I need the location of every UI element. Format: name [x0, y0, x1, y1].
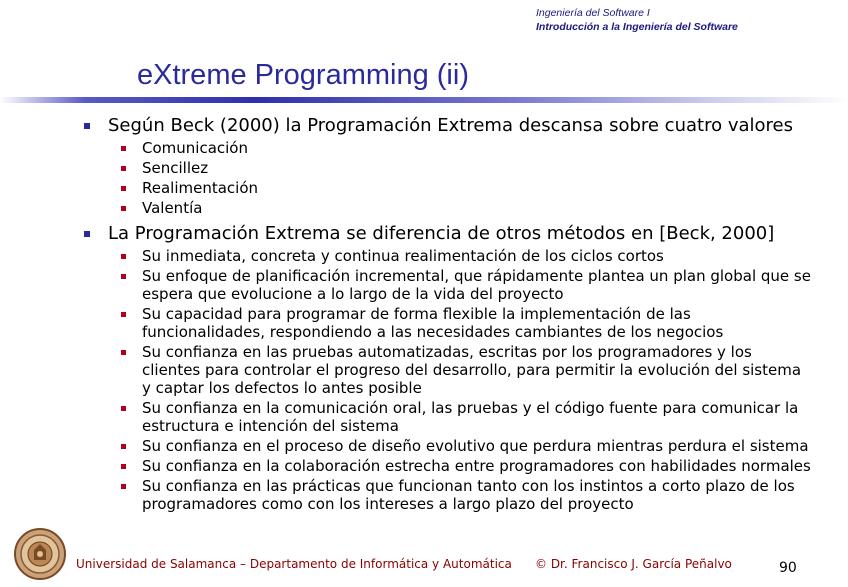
sub-bullet-item: [0, 139, 848, 157]
sub-bullet-text-line: Sencillez: [142, 159, 209, 177]
sub-bullet-text-line: Su confianza en las prácticas que funcionan tanto con los instintos a corto plazo de los: [142, 477, 795, 495]
square-bullet-icon: [121, 444, 126, 449]
footer-author: © Dr. Francisco J. García Peñalvo: [535, 557, 732, 571]
square-bullet-icon: [84, 231, 90, 237]
bullet-item: [0, 114, 848, 137]
square-bullet-icon: [121, 484, 126, 489]
square-bullet-icon: [84, 123, 90, 129]
group-spacer: [0, 217, 848, 220]
sub-bullet-text-line: Valentía: [142, 199, 203, 217]
sub-bullet-text-line: Su inmediata, concreta y continua realimentación de los ciclos cortos: [142, 247, 664, 265]
sub-bullet-text-line: Su confianza en las pruebas automatizadas, escritas por los programadores y los: [142, 343, 752, 361]
square-bullet-icon: [121, 350, 126, 355]
sub-bullet-item: [0, 437, 848, 455]
sub-bullet-text-line: y captar los defectos lo antes posible: [142, 379, 422, 397]
sub-bullet-item: [0, 477, 848, 513]
bullet-item: [0, 222, 848, 245]
sub-bullet-item: [0, 179, 848, 197]
slide-title: eXtreme Programming (ii): [137, 59, 469, 91]
sub-bullet-text-line: Realimentación: [142, 179, 259, 197]
bullet-text: La Programación Extrema se diferencia de otros métodos en [Beck, 2000]: [108, 223, 775, 244]
sub-bullet-text-line: programadores como con los intereses a largo plazo del proyecto: [142, 495, 634, 513]
sub-bullet-text-line: espera que evolucione a lo largo de la vida del proyecto: [142, 285, 564, 303]
square-bullet-icon: [121, 206, 126, 211]
square-bullet-icon: [121, 406, 126, 411]
sub-bullet-item: [0, 399, 848, 435]
page-number: 90: [779, 560, 797, 576]
sub-bullet-item: [0, 159, 848, 177]
sub-bullet-item: [0, 247, 848, 265]
sub-bullet-item: [0, 343, 848, 397]
square-bullet-icon: [121, 146, 126, 151]
sub-bullet-item: [0, 199, 848, 217]
sub-bullet-text-line: estructura e intención del sistema: [142, 417, 399, 435]
sub-bullet-text-line: Su confianza en la colaboración estrecha entre programadores con habilidades normales: [142, 457, 811, 475]
sub-bullet-text-line: Su confianza en la comunicación oral, las pruebas y el código fuente para comunicar la: [142, 399, 799, 417]
sub-bullet-text-line: Su enfoque de planificación incremental, que rápidamente plantea un plan global que se: [142, 267, 811, 285]
sub-bullet-text-line: funcionalidades, respondiendo a las necesidades cambiantes de los negocios: [142, 323, 724, 341]
sub-bullet-text-line: Comunicación: [142, 139, 248, 157]
square-bullet-icon: [121, 186, 126, 191]
sub-bullet-item: [0, 457, 848, 475]
square-bullet-icon: [121, 464, 126, 469]
course-header: [536, 6, 738, 34]
square-bullet-icon: [121, 166, 126, 171]
course-name: Ingeniería del Software I: [536, 7, 650, 19]
sub-bullet-item: [0, 267, 848, 303]
sub-bullet-text-line: Su capacidad para programar de forma flexible la implementación de las: [142, 305, 691, 323]
footer-institution: Universidad de Salamanca – Departamento de Informática y Automática: [76, 557, 512, 571]
university-seal-icon: [14, 528, 66, 580]
bullet-text: Según Beck (2000) la Programación Extrema descansa sobre cuatro valores: [108, 115, 793, 136]
title-underline: [0, 97, 848, 103]
sub-bullet-item: [0, 305, 848, 341]
square-bullet-icon: [121, 274, 126, 279]
subject-name: Introducción a la Ingeniería del Software: [536, 21, 738, 33]
square-bullet-icon: [121, 254, 126, 259]
square-bullet-icon: [121, 312, 126, 317]
sub-bullet-text-line: Su confianza en el proceso de diseño evolutivo que perdura mientras perdura el sistema: [142, 437, 809, 455]
sub-bullet-text-line: clientes para controlar el progreso del desarrollo, para permitir la evolución del sistema: [142, 361, 802, 379]
slide-content: [0, 112, 848, 513]
